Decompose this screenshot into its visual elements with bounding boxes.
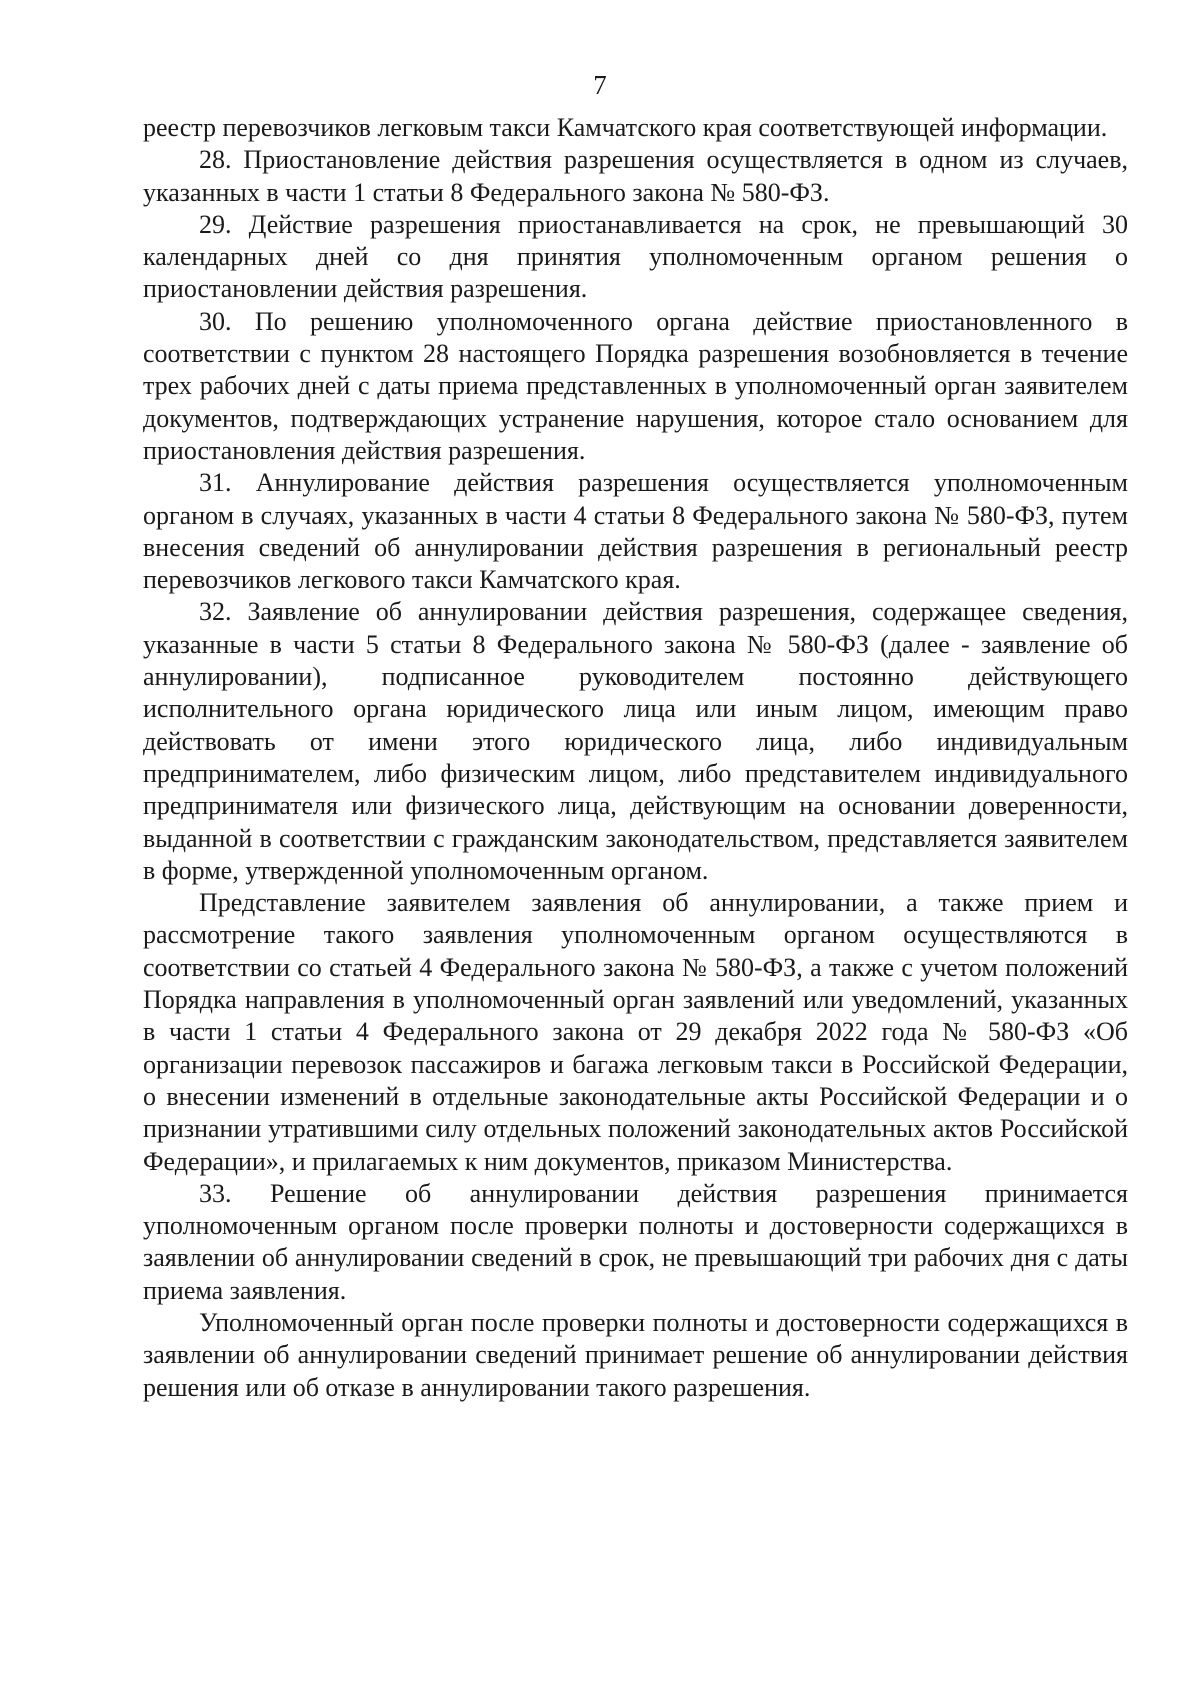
page-number: 7 bbox=[593, 70, 607, 100]
paragraph-28: 28. Приостановление действия разрешения осуществляется в одном из случаев, указанных в части 1 статьи 8 Федерального закона № 580-ФЗ. bbox=[143, 145, 1128, 207]
paragraph-30: 30. По решению уполномоченного органа действие приостановленного в соответствии с пунктом 28 настоящего Порядка разрешения возобновляется в течение трех рабочих дней с даты приема представленных в уполномоченный орган заявителем документов, подтверждающих устранение нарушения, которое стало основанием для приостановления действия разрешения. bbox=[143, 306, 1128, 465]
paragraph-33-decision: Уполномоченный орган после проверки полноты и достоверности содержащихся в заявлении об аннулировании сведений принимает решение об аннулировании действия решения или об отказе в аннулировании такого разрешения. bbox=[143, 1307, 1128, 1402]
paragraph-continuation: реестр перевозчиков легковым такси Камчатского края соответствующей информации. bbox=[143, 113, 1108, 142]
paragraph-31: 31. Аннулирование действия разрешения осуществляется уполномоченным органом в случаях, указанных в части 4 статьи 8 Федерального закона № 580-ФЗ, путем внесения сведений об аннулировании действия разрешения в региональный реестр перевозчиков легкового такси Камчатского края. bbox=[143, 468, 1128, 595]
paragraph-29: 29. Действие разрешения приостанавливается на срок, не превышающий 30 календарных дней со дня принятия уполномоченным органом решения о приостановлении действия разрешения. bbox=[143, 209, 1128, 304]
document-body bbox=[143, 112, 1128, 1404]
paragraph-33: 33. Решение об аннулировании действия разрешения принимается уполномоченным органом после проверки полноты и достоверности содержащихся в заявлении об аннулировании сведений в срок, не превышающий три рабочих дня с даты приема заявления. bbox=[143, 1178, 1128, 1305]
paragraph-32: 32. Заявление об аннулировании действия разрешения, содержащее сведения, указанные в части 5 статьи 8 Федерального закона № 580-ФЗ (далее - заявление об аннулировании), подписанное руководителем постоянно действующего исполнительного органа юридического лица или иным лицом, имеющим право действовать от имени этого юридического лица, либо индивидуальным предпринимателем, либо физическим лицом, либо представителем индивидуального предпринимателя или физического лица, действующим на основании доверенности, выданной в соответствии с гражданским законодательством, представляется заявителем в форме, утвержденной уполномоченным органом. bbox=[143, 597, 1128, 885]
paragraph-32-submission: Представление заявителем заявления об аннулировании, а также прием и рассмотрение такого заявления уполномоченным органом осуществляются в соответствии со статьей 4 Федерального закона № 580-ФЗ, а также с учетом положений Порядка направления в уполномоченный орган заявлений или уведомлений, указанных в части 1 статьи 4 Федерального закона от 29 декабря 2022 года № 580-ФЗ «Об организации перевозок пассажиров и багажа легковым такси в Российской Федерации, о внесении изменений в отдельные законодательные акты Российской Федерации и о признании утратившими силу отдельных положений законодательных актов Российской Федерации», и прилагаемых к ним документов, приказом Министерства. bbox=[143, 888, 1128, 1176]
